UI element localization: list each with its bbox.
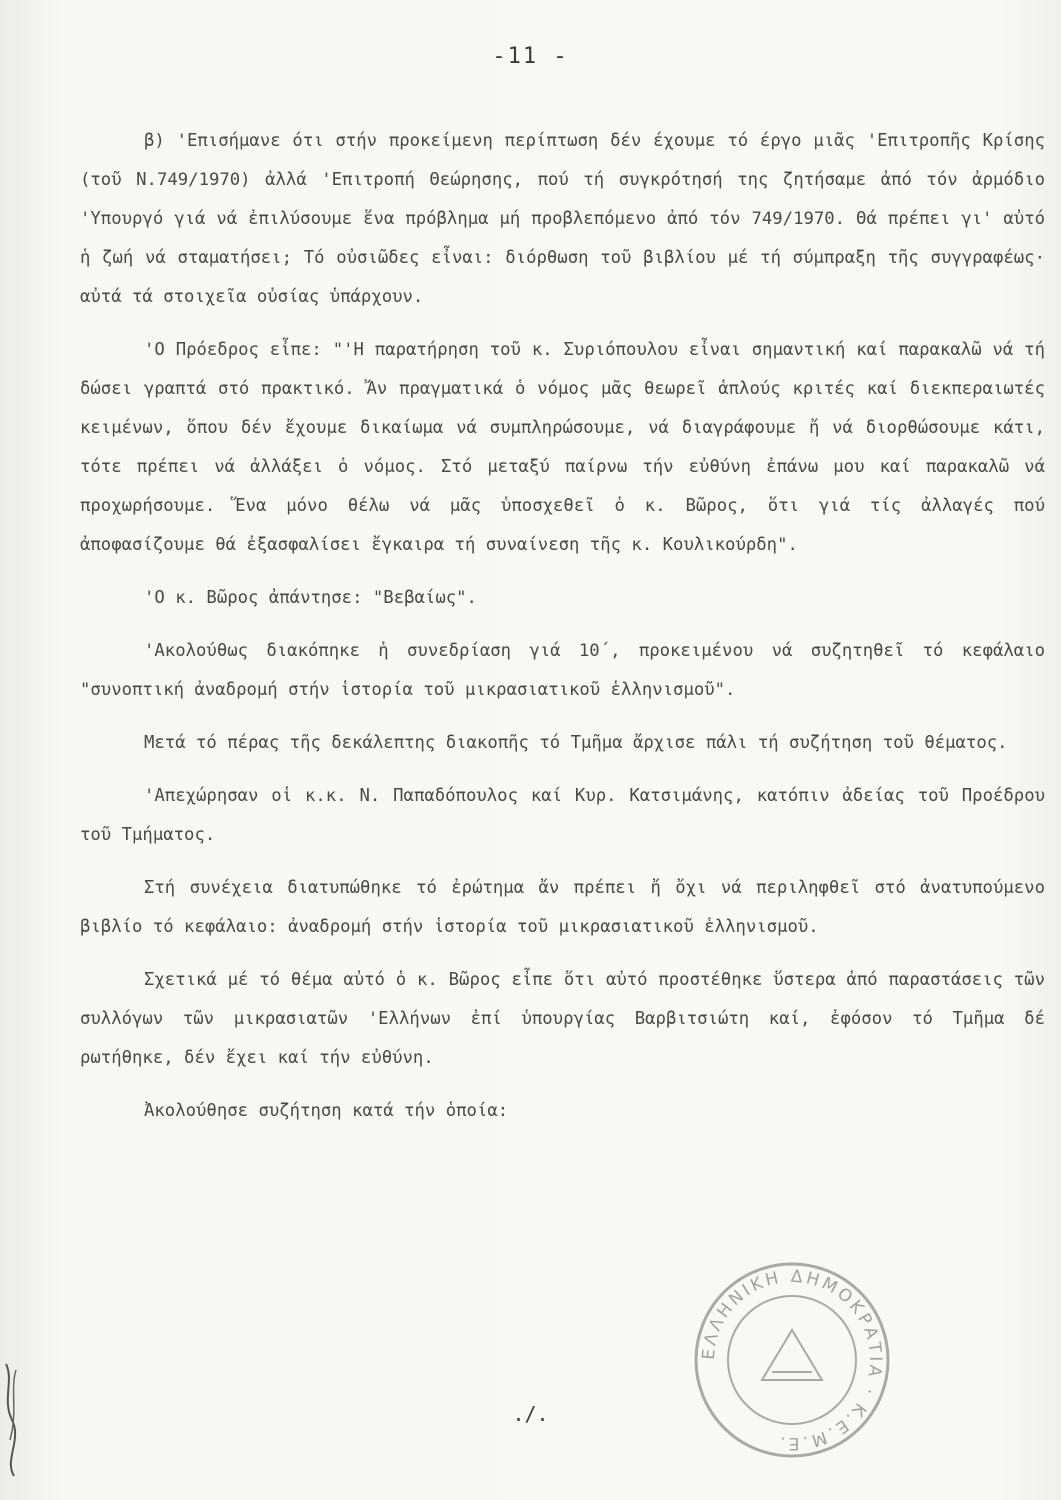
paragraph-9: Ἀκολούθησε συζήτηση κατά τήν ὁποία: xyxy=(144,1101,509,1121)
paragraph-7: Στή συνέχεια διατυπώθηκε τό ἐρώτημα ἄν πρέπει ἤ ὄχι νά περιληφθεῖ στό ἀνατυπούμενο βιβλίο τό κεφάλαιο: ἀναδρομή στήν ἱστορία τοῦ μικρασιατικοῦ ἑλληνισμοῦ. xyxy=(80,878,1056,937)
paragraph-3: 'Ο κ. Βῶρος ἀπάντησε: "Βεβαίως". xyxy=(144,588,477,608)
document-body xyxy=(80,122,1056,1145)
paragraph-5: Μετά τό πέρας τῆς δεκάλεπτης διακοπῆς τό Τμῆμα ἄρχισε πάλι τή συζήτηση τοῦ θέματος. xyxy=(144,733,1008,753)
paragraph-6: 'Απεχώρησαν οἱ κ.κ. Ν. Παπαδόπουλος καί Κυρ. Κατσιμάνης, κατόπιν ἀδείας τοῦ Προέδρου τοῦ Τμήματος. xyxy=(80,786,1056,845)
official-stamp-icon xyxy=(692,1260,892,1460)
svg-text:ΕΛΛΗΝΙΚΗ ΔΗΜΟΚΡΑΤΙΑ · Κ.Ε.Μ.Ε. xyxy=(699,1267,885,1453)
stamp-text: ΕΛΛΗΝΙΚΗ ΔΗΜΟΚΡΑΤΙΑ · Κ.Ε.Μ.Ε. xyxy=(698,1266,886,1454)
paragraph-8: Σχετικά μέ τό θέμα αὐτό ὁ κ. Βῶρος εἶπε ὅτι αὐτό προστέθηκε ὕστερα ἀπό παραστάσεις τῶν συλλόγων τῶν μικρασιατῶν 'Ελλήνων ἐπί ὑπουργίας Βαρβιτσιώτη καί, ἐφόσον τό Τμῆμα δέ ρωτήθηκε, δέν ἔχει καί τήν εὐθύνη. xyxy=(80,970,1056,1068)
paragraph-4: 'Ακολούθως διακόπηκε ἡ συνεδρίαση γιά 10΄, προκειμένου νά συζητηθεῖ τό κεφάλαιο "συνοπτική ἀναδρομή στήν ἱστορία τοῦ μικρασιατικοῦ ἑλληνισμοῦ". xyxy=(80,641,1056,700)
paragraph-1: β) 'Επισήμανε ότι στήν προκείμενη περίπτωση δέν έχουμε τό έργο μιᾶς 'Επιτροπῆς Κρίσης (τοῦ Ν.749/1970) ἀλλά 'Επιτροπή Θεώρησης, πού τή συγκρότησή της ζητήσαμε ἀπό τόν ἀρμόδιο 'Υπουργό γιά νά ἐπιλύσουμε ἕνα πρόβλημα μή προβλεπόμενο ἀπό τόν 749/1970. Θά πρέπει γι' αὐτό ἡ ζωή νά σταματήσει; Τό οὐσιῶδες εἶναι: διόρθωση τοῦ βιβλίου μέ τή σύμπραξη τῆς συγγραφέως· αὐτά τά στοιχεῖα οὐσίας ὑπάρχουν. xyxy=(80,131,1056,307)
continuation-mark: ./. xyxy=(512,1402,549,1426)
paragraph-2: 'Ο Πρόεδρος εἶπε: "'Η παρατήρηση τοῦ κ. Συριόπουλου εἶναι σημαντική καί παρακαλῶ νά τή δώσει γραπτά στό πρακτικό. Ἄν πραγματικά ὁ νόμος μᾶς θεωρεῖ ἁπλούς κριτές καί διεκπεραιωτές κειμένων, ὅπου δέν ἔχουμε δικαίωμα νά συμπληρώσουμε, νά διαγράφουμε ἤ νά διορθώσουμε κάτι, τότε πρέπει νά ἀλλάξει ὁ νόμος. Στό μεταξύ παίρνω τήν εὐθύνη ἐπάνω μου καί παρακαλῶ νά προχωρήσουμε. Ἕνα μόνο θέλω νά μᾶς ὑποσχεθεῖ ὁ κ. Βῶρος, ὅτι γιά τίς ἀλλαγές πού ἀποφασίζουμε θά ἐξασφαλίσει ἔγκαιρα τή συναίνεση τῆς κ. Κουλικούρδη". xyxy=(80,340,1056,555)
page-number: -11 - xyxy=(492,44,569,69)
margin-mark-icon xyxy=(0,1360,22,1480)
